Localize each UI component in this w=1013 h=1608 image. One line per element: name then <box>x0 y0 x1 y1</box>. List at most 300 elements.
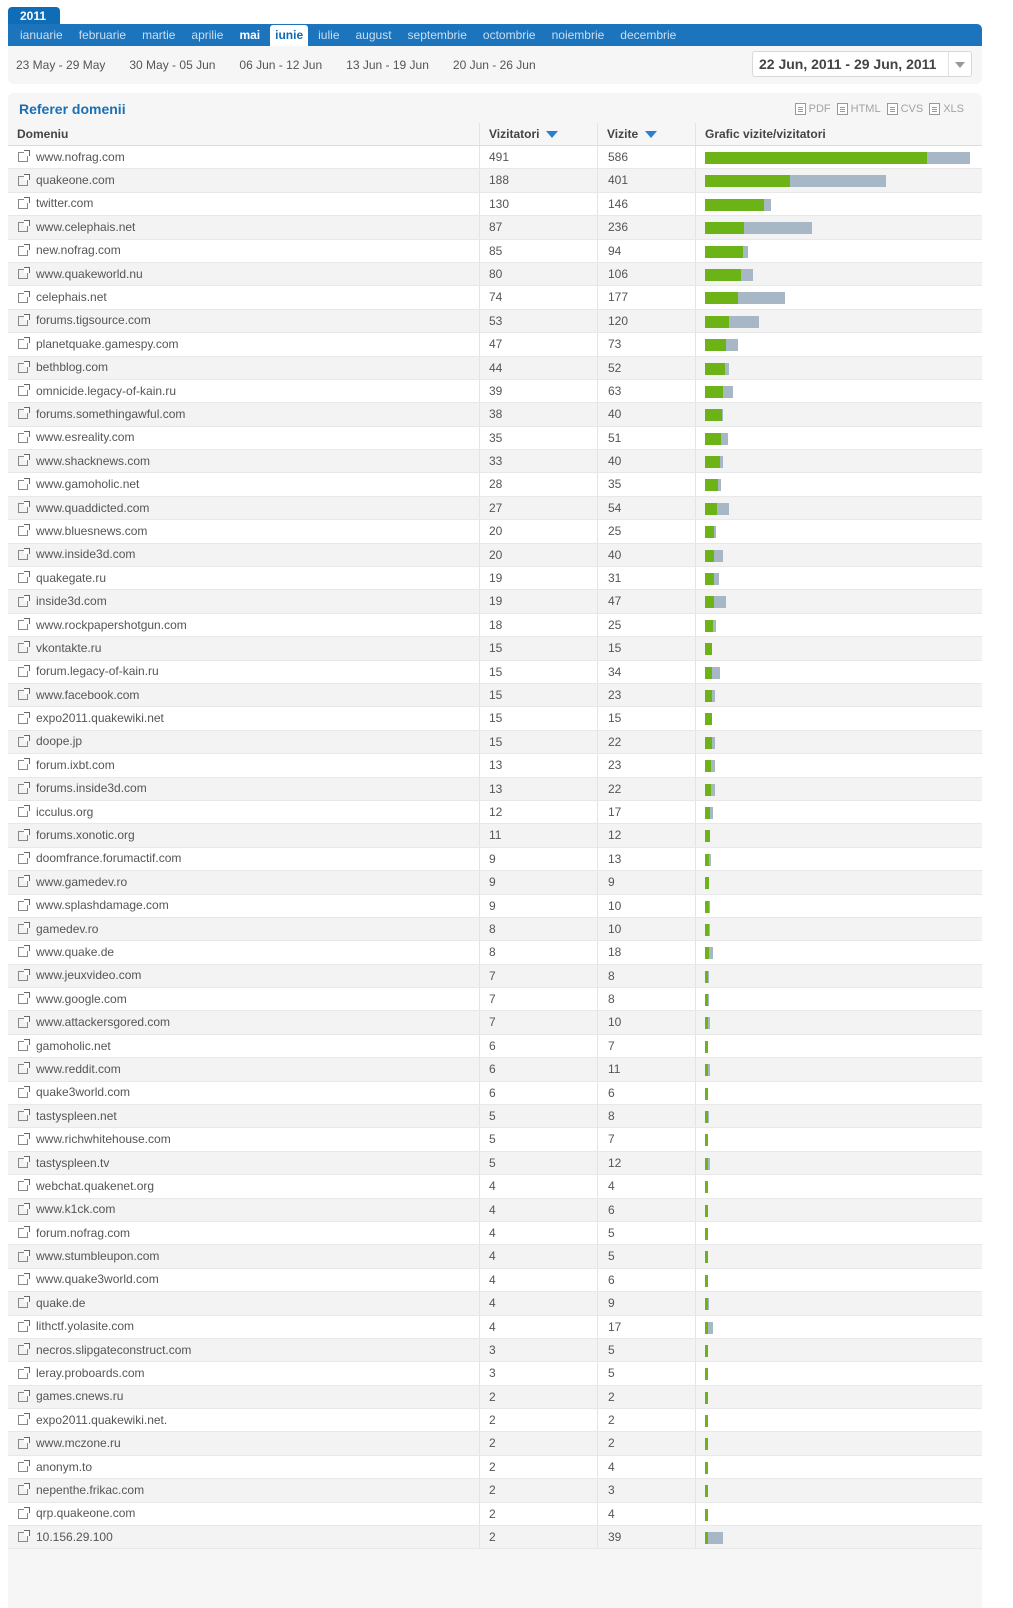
external-link-icon[interactable] <box>18 831 28 841</box>
visitors-bar <box>705 713 712 725</box>
export-cvs-button[interactable] <box>887 103 924 115</box>
sort-desc-icon[interactable] <box>645 131 657 138</box>
external-link-icon[interactable] <box>18 363 28 373</box>
visitors-cell: 4 <box>480 1199 598 1221</box>
visitors-bar <box>705 386 723 398</box>
visits-cell: 4 <box>598 1503 696 1525</box>
domain-cell <box>8 520 480 542</box>
visitors-bar <box>705 1322 708 1334</box>
external-link-icon[interactable] <box>18 433 28 443</box>
external-link-icon[interactable] <box>18 1181 28 1191</box>
chart-cell <box>696 1011 982 1033</box>
month-tab-noiembrie[interactable]: noiembrie <box>551 28 605 42</box>
external-link-icon[interactable] <box>18 901 28 911</box>
visits-cell: 17 <box>598 1316 696 1338</box>
visitors-bar <box>705 269 741 281</box>
week-link[interactable]: 06 Jun - 12 Jun <box>239 58 323 72</box>
visitors-bar <box>705 526 714 538</box>
chart-cell <box>696 824 982 846</box>
domain-link[interactable]: quakegate.ru <box>36 570 107 585</box>
external-link-icon[interactable] <box>18 386 28 396</box>
chart-cell <box>696 941 982 963</box>
domain-cell <box>8 824 480 846</box>
domain-cell <box>8 427 480 449</box>
external-link-icon[interactable] <box>18 1111 28 1121</box>
header-visitors[interactable] <box>480 123 598 145</box>
domain-cell <box>8 1386 480 1408</box>
visits-cell: 7 <box>598 1128 696 1150</box>
domain-link[interactable]: celephais.net <box>36 290 107 305</box>
week-link[interactable]: 20 Jun - 26 Jun <box>452 58 536 72</box>
month-tab-mai[interactable]: mai <box>239 28 261 42</box>
domain-cell <box>8 1082 480 1104</box>
visitors-cell: 13 <box>480 778 598 800</box>
visitors-bar <box>705 1415 708 1427</box>
table-row <box>8 1292 982 1315</box>
domain-cell <box>8 333 480 355</box>
external-link-icon[interactable] <box>18 1158 28 1168</box>
month-tab-aprilie[interactable]: aprilie <box>191 28 224 42</box>
external-link-icon[interactable] <box>18 807 28 817</box>
domain-link[interactable]: www.attackersgored.com <box>36 1015 171 1030</box>
external-link-icon[interactable] <box>18 1415 28 1425</box>
domain-link[interactable]: icculus.org <box>36 804 94 819</box>
external-link-icon[interactable] <box>18 971 28 981</box>
external-link-icon[interactable] <box>18 1322 28 1332</box>
export-html-button[interactable] <box>837 103 881 115</box>
visitors-bar <box>705 1181 708 1193</box>
visitors-bar <box>705 573 714 585</box>
month-tab-martie[interactable]: martie <box>142 28 176 42</box>
domain-link[interactable]: www.quakeworld.nu <box>36 266 143 281</box>
table-row <box>8 310 982 333</box>
domain-cell <box>8 988 480 1010</box>
external-link-icon[interactable] <box>18 1205 28 1215</box>
chart-cell <box>696 1082 982 1104</box>
external-link-icon[interactable] <box>18 176 28 186</box>
visits-cell: 4 <box>598 1175 696 1197</box>
domain-cell <box>8 357 480 379</box>
visitors-cell: 13 <box>480 754 598 776</box>
external-link-icon[interactable] <box>18 1509 28 1519</box>
domain-link[interactable]: webchat.quakenet.org <box>36 1178 155 1193</box>
domain-cell <box>8 450 480 472</box>
visitors-cell: 7 <box>480 965 598 987</box>
external-link-icon[interactable] <box>18 994 28 1004</box>
external-link-icon[interactable] <box>18 924 28 934</box>
visits-cell: 40 <box>598 544 696 566</box>
visits-cell: 2 <box>598 1432 696 1454</box>
visitors-cell: 74 <box>480 286 598 308</box>
external-link-icon[interactable] <box>18 199 28 209</box>
external-link-icon[interactable] <box>18 1462 28 1472</box>
chart-cell <box>696 216 982 238</box>
chart-cell <box>696 661 982 683</box>
domain-link[interactable]: www.esreality.com <box>36 430 135 445</box>
domain-cell <box>8 1222 480 1244</box>
visitors-cell: 27 <box>480 497 598 519</box>
domain-link[interactable]: www.celephais.net <box>36 219 136 234</box>
date-range-select[interactable] <box>752 51 972 77</box>
domain-link[interactable]: doomfrance.forumactif.com <box>36 851 182 866</box>
external-link-icon[interactable] <box>18 760 28 770</box>
domain-link[interactable]: lithctf.yolasite.com <box>36 1319 135 1334</box>
chart-cell <box>696 1245 982 1267</box>
domain-link[interactable]: quake.de <box>36 1295 86 1310</box>
external-link-icon[interactable] <box>18 1088 28 1098</box>
external-link-icon[interactable] <box>18 714 28 724</box>
chart-cell <box>696 1526 982 1548</box>
chart-cell <box>696 801 982 823</box>
domain-link[interactable]: www.jeuxvideo.com <box>36 968 142 983</box>
domain-link[interactable]: www.mczone.ru <box>36 1436 121 1451</box>
visits-cell: 54 <box>598 497 696 519</box>
domain-link[interactable]: www.nofrag.com <box>36 149 125 164</box>
external-link-icon[interactable] <box>18 246 28 256</box>
visitors-bar <box>705 1345 708 1357</box>
external-link-icon[interactable] <box>18 877 28 887</box>
domain-link[interactable]: forum.ixbt.com <box>36 757 115 772</box>
month-tab-octombrie[interactable]: octombrie <box>482 28 536 42</box>
chart-cell <box>696 1199 982 1221</box>
visits-cell: 5 <box>598 1362 696 1384</box>
domain-link[interactable]: forum.legacy-of-kain.ru <box>36 664 159 679</box>
external-link-icon[interactable] <box>18 573 28 583</box>
domain-cell <box>8 544 480 566</box>
domain-link[interactable]: doope.jp <box>36 734 83 749</box>
domain-cell <box>8 1199 480 1221</box>
domain-link[interactable]: forums.xonotic.org <box>36 828 135 843</box>
table-row <box>8 965 982 988</box>
visitors-bar <box>705 1017 708 1029</box>
document-icon <box>887 103 898 115</box>
table-row <box>8 1011 982 1034</box>
external-link-icon[interactable] <box>18 1532 28 1542</box>
domain-link[interactable]: www.inside3d.com <box>36 547 136 562</box>
domain-link[interactable]: gamoholic.net <box>36 1038 111 1053</box>
chart-cell <box>696 637 982 659</box>
visitors-bar <box>705 1392 708 1404</box>
month-tab-iunie[interactable]: iunie <box>270 25 308 46</box>
domain-link[interactable]: forums.somethingawful.com <box>36 407 186 421</box>
domain-link[interactable]: anonym.to <box>36 1459 93 1474</box>
table-row <box>8 1269 982 1292</box>
sort-desc-icon[interactable] <box>546 131 558 138</box>
external-link-icon[interactable] <box>18 1041 28 1051</box>
external-link-icon[interactable] <box>18 526 28 536</box>
chart-cell <box>696 1292 982 1314</box>
domain-link[interactable]: nepenthe.frikac.com <box>36 1482 145 1497</box>
domain-cell <box>8 216 480 238</box>
domain-cell <box>8 1316 480 1338</box>
table-row <box>8 1526 982 1549</box>
visitors-cell: 7 <box>480 1011 598 1033</box>
visitors-cell: 2 <box>480 1526 598 1548</box>
visits-cell: 9 <box>598 1292 696 1314</box>
week-link[interactable]: 23 May - 29 May <box>16 58 106 72</box>
external-link-icon[interactable] <box>18 1298 28 1308</box>
visitors-cell: 15 <box>480 684 598 706</box>
visitors-cell: 5 <box>480 1105 598 1127</box>
external-link-icon[interactable] <box>18 1228 28 1238</box>
domain-cell <box>8 871 480 893</box>
week-link[interactable]: 13 Jun - 19 Jun <box>346 58 429 72</box>
domain-cell <box>8 918 480 940</box>
visits-cell: 47 <box>598 590 696 612</box>
visitors-bar <box>705 479 718 491</box>
month-tab-februarie[interactable]: februarie <box>78 28 127 42</box>
domain-link[interactable]: www.quake3world.com <box>36 1272 159 1287</box>
visitors-bar <box>705 409 722 421</box>
domain-link[interactable]: forums.inside3d.com <box>36 781 147 796</box>
chart-cell <box>696 1362 982 1384</box>
visitors-bar <box>705 550 714 562</box>
visits-cell: 10 <box>598 1011 696 1033</box>
domain-link[interactable]: www.splashdamage.com <box>36 898 169 913</box>
domain-cell <box>8 684 480 706</box>
year-tab[interactable]: 2011 <box>8 7 60 25</box>
domain-link[interactable]: inside3d.com <box>36 594 107 609</box>
header-domain[interactable] <box>8 123 480 145</box>
visitors-bar <box>705 503 717 515</box>
external-link-icon[interactable] <box>18 1252 28 1262</box>
external-link-icon[interactable] <box>18 480 28 490</box>
table-row <box>8 520 982 543</box>
domain-cell <box>8 1152 480 1174</box>
domain-link[interactable]: forums.tigsource.com <box>36 313 151 328</box>
external-link-icon[interactable] <box>18 854 28 864</box>
domain-cell <box>8 1479 480 1501</box>
external-link-icon[interactable] <box>18 456 28 466</box>
domain-link[interactable]: www.k1ck.com <box>36 1202 116 1217</box>
external-link-icon[interactable] <box>18 1345 28 1355</box>
table-row <box>8 1339 982 1362</box>
visits-cell: 18 <box>598 941 696 963</box>
visits-cell: 40 <box>598 403 696 425</box>
domain-link[interactable]: www.richwhitehouse.com <box>36 1132 171 1147</box>
header-visits[interactable] <box>598 123 696 145</box>
domain-cell <box>8 1175 480 1197</box>
domain-cell <box>8 590 480 612</box>
table-row <box>8 590 982 613</box>
chart-cell <box>696 1128 982 1150</box>
visitors-bar <box>705 1228 708 1240</box>
chart-cell <box>696 240 982 262</box>
visitors-bar <box>705 1251 708 1263</box>
visitors-bar <box>705 901 709 913</box>
month-tab-iulie[interactable]: iulie <box>318 28 340 42</box>
domain-cell <box>8 895 480 917</box>
domain-cell <box>8 1035 480 1057</box>
external-link-icon[interactable] <box>18 947 28 957</box>
domain-link[interactable]: www.quaddicted.com <box>36 500 150 515</box>
domain-link[interactable]: bethblog.com <box>36 360 109 375</box>
domain-link[interactable]: www.shacknews.com <box>36 453 151 468</box>
visitors-cell: 6 <box>480 1082 598 1104</box>
table-row <box>8 754 982 777</box>
export-xls-button[interactable] <box>929 103 964 115</box>
domain-link[interactable]: planetquake.gamespy.com <box>36 336 179 351</box>
domain-cell <box>8 965 480 987</box>
visits-cell: 10 <box>598 918 696 940</box>
table-row <box>8 497 982 520</box>
table-row <box>8 614 982 637</box>
external-link-icon[interactable] <box>18 1369 28 1379</box>
domain-link[interactable]: expo2011.quakewiki.net <box>36 711 164 726</box>
external-link-icon[interactable] <box>18 737 28 747</box>
domain-link[interactable]: quakeone.com <box>36 173 115 188</box>
chart-cell <box>696 1409 982 1431</box>
domain-link[interactable]: games.cnews.ru <box>36 1389 124 1404</box>
domain-link[interactable]: www.quake.de <box>36 944 115 959</box>
domain-link[interactable]: vkontakte.ru <box>36 640 102 655</box>
external-link-icon[interactable] <box>18 784 28 794</box>
domain-link[interactable]: new.nofrag.com <box>36 243 121 258</box>
visitors-bar <box>705 854 709 866</box>
external-link-icon[interactable] <box>18 667 28 677</box>
visits-cell: 13 <box>598 848 696 870</box>
external-link-icon[interactable] <box>18 1439 28 1449</box>
visits-cell: 401 <box>598 169 696 191</box>
visitors-bar <box>705 643 712 655</box>
table-row <box>8 333 982 356</box>
external-link-icon[interactable] <box>18 690 28 700</box>
month-tab-august[interactable]: august <box>355 28 392 42</box>
visits-cell: 120 <box>598 310 696 332</box>
external-link-icon[interactable] <box>18 1485 28 1495</box>
visits-cell: 34 <box>598 661 696 683</box>
visits-cell: 5 <box>598 1222 696 1244</box>
visitors-cell: 15 <box>480 637 598 659</box>
document-icon <box>837 103 848 115</box>
table-header <box>8 123 982 146</box>
export-label: HTML <box>850 103 881 115</box>
month-tab-decembrie[interactable]: decembrie <box>620 28 677 42</box>
external-link-icon[interactable] <box>18 1135 28 1145</box>
external-link-icon[interactable] <box>18 293 28 303</box>
referer-domains-panel <box>8 93 982 1608</box>
domain-link[interactable]: www.reddit.com <box>36 1061 121 1076</box>
visitors-cell: 53 <box>480 310 598 332</box>
chart-cell <box>696 357 982 379</box>
chart-cell <box>696 497 982 519</box>
table-row <box>8 1245 982 1268</box>
week-link[interactable]: 30 May - 05 Jun <box>129 58 216 72</box>
dropdown-arrow-icon[interactable] <box>948 52 971 76</box>
table-row <box>8 684 982 707</box>
domain-link[interactable]: forum.nofrag.com <box>36 1225 131 1240</box>
external-link-icon[interactable] <box>18 152 28 162</box>
visitors-bar <box>705 175 790 187</box>
visits-cell: 17 <box>598 801 696 823</box>
export-pdf-button[interactable] <box>795 103 831 115</box>
external-link-icon[interactable] <box>18 503 28 513</box>
domain-cell <box>8 754 480 776</box>
month-tab-septembrie[interactable]: septembrie <box>407 28 467 42</box>
date-range-value: 22 Jun, 2011 - 29 Jun, 2011 <box>759 56 937 72</box>
visitors-bar <box>705 596 714 608</box>
visitors-cell: 33 <box>480 450 598 472</box>
visits-cell: 2 <box>598 1386 696 1408</box>
external-link-icon[interactable] <box>18 643 28 653</box>
domain-link[interactable]: twitter.com <box>36 196 94 211</box>
chart-cell <box>696 427 982 449</box>
external-link-icon[interactable] <box>18 620 28 630</box>
external-link-icon[interactable] <box>18 316 28 326</box>
visitors-bar <box>705 1275 708 1287</box>
domain-link[interactable]: tastyspleen.net <box>36 1108 117 1123</box>
domain-link[interactable]: www.rockpapershotgun.com <box>36 617 187 632</box>
chart-cell <box>696 778 982 800</box>
table-row <box>8 216 982 239</box>
external-link-icon[interactable] <box>18 597 28 607</box>
domain-link[interactable]: www.google.com <box>36 991 127 1006</box>
visits-cell: 51 <box>598 427 696 449</box>
domain-link[interactable]: www.bluesnews.com <box>36 523 148 538</box>
visitors-cell: 19 <box>480 590 598 612</box>
visitors-cell: 80 <box>480 263 598 285</box>
domain-link[interactable]: expo2011.quakewiki.net. <box>36 1412 168 1427</box>
domain-link[interactable]: necros.slipgateconstruct.com <box>36 1342 192 1357</box>
table-row <box>8 263 982 286</box>
chart-cell <box>696 263 982 285</box>
table-row <box>8 661 982 684</box>
external-link-icon[interactable] <box>18 1392 28 1402</box>
table-row <box>8 1152 982 1175</box>
visits-cell: 6 <box>598 1269 696 1291</box>
external-link-icon[interactable] <box>18 222 28 232</box>
external-link-icon[interactable] <box>18 1275 28 1285</box>
external-link-icon[interactable] <box>18 1064 28 1074</box>
domain-link[interactable]: www.facebook.com <box>36 687 140 702</box>
external-link-icon[interactable] <box>18 269 28 279</box>
visitors-bar <box>705 971 708 983</box>
domain-link[interactable]: omnicide.legacy-of-kain.ru <box>36 383 177 398</box>
domain-link[interactable]: gamedev.ro <box>36 921 99 936</box>
visitors-cell: 15 <box>480 661 598 683</box>
chart-cell <box>696 1386 982 1408</box>
domain-link[interactable]: quake3world.com <box>36 1085 131 1100</box>
chart-cell <box>696 1456 982 1478</box>
month-tab-ianuarie[interactable]: ianuarie <box>20 28 63 42</box>
visitors-bar <box>705 246 743 258</box>
table-row <box>8 169 982 192</box>
domain-link[interactable]: qrp.quakeone.com <box>36 1506 136 1521</box>
domain-link[interactable]: www.gamedev.ro <box>36 874 128 889</box>
external-link-icon[interactable] <box>18 550 28 560</box>
domain-link[interactable]: www.stumbleupon.com <box>36 1249 160 1264</box>
table-row <box>8 544 982 567</box>
visitors-bar <box>705 292 738 304</box>
external-link-icon[interactable] <box>18 1018 28 1028</box>
visits-cell: 2 <box>598 1409 696 1431</box>
table-row <box>8 637 982 660</box>
domain-link[interactable]: 10.156.29.100 <box>36 1529 113 1544</box>
chart-cell <box>696 1152 982 1174</box>
visitors-cell: 4 <box>480 1316 598 1338</box>
header-domain-label: Domeniu <box>17 127 69 141</box>
domain-link[interactable]: tastyspleen.tv <box>36 1155 110 1170</box>
external-link-icon[interactable] <box>18 409 28 419</box>
chart-cell <box>696 333 982 355</box>
domain-link[interactable]: leray.proboards.com <box>36 1366 145 1381</box>
visitors-cell: 9 <box>480 848 598 870</box>
external-link-icon[interactable] <box>18 339 28 349</box>
visitors-bar <box>705 1462 708 1474</box>
domain-link[interactable]: www.gamoholic.net <box>36 477 140 492</box>
chart-cell <box>696 403 982 425</box>
chart-cell <box>696 193 982 215</box>
